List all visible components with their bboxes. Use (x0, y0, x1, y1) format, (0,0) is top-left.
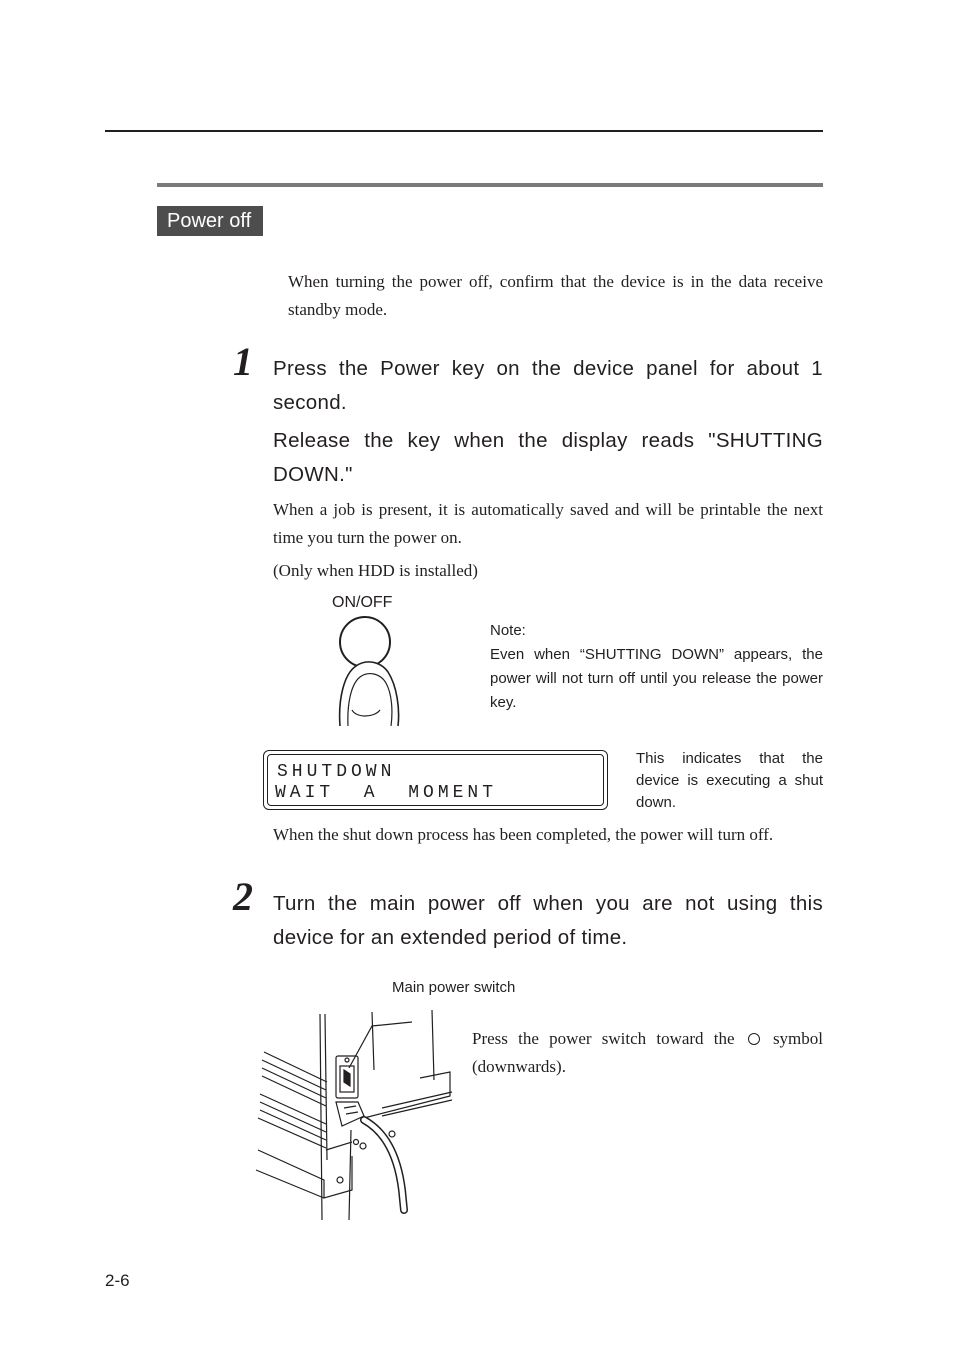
power-key-label: ON/OFF (332, 594, 393, 611)
power-key-press-icon (330, 614, 410, 734)
step-2-heading: Turn the main power off when you are not using this device for an extended period of time. (273, 892, 823, 949)
section-rule (157, 183, 823, 187)
note-text: Even when “SHUTTING DOWN” appears, the power will not turn off until you release the power key. (490, 646, 823, 711)
switch-instruction-post: symbol (downwards). (472, 1029, 823, 1076)
completion-text: When the shut down process has been completed, the power will turn off. (273, 825, 774, 844)
intro-paragraph: When turning the power off, confirm that the device is in the data receive standby mode. (288, 272, 823, 319)
step-1-heading-a: Press the Power key on the device panel for about 1 second. (273, 357, 823, 414)
hdd-note: (Only when HDD is installed) (273, 561, 478, 580)
lcd-line-2: WAIT A MOMENT (275, 783, 498, 803)
step-2-number: 2 (233, 874, 253, 919)
step-1-number: 1 (233, 339, 253, 384)
section-title: Power off (157, 206, 263, 236)
lcd-display (263, 750, 608, 810)
page-number: 2-6 (105, 1271, 130, 1290)
lcd-line-1: SHUTDOWN (277, 762, 396, 782)
note-title: Note: (490, 622, 526, 639)
header-rule (105, 130, 823, 132)
main-power-switch-label: Main power switch (392, 979, 516, 996)
switch-instruction (472, 1025, 823, 1081)
off-symbol-icon (748, 1033, 760, 1045)
lcd-caption: This indicates that the device is executing a shut down. (636, 750, 823, 811)
switch-instruction-pre: Press the power switch toward the (472, 1029, 735, 1048)
main-power-switch-illustration (252, 1000, 457, 1225)
step-1-body: When a job is present, it is automatically saved and will be printable the next time you turn the power on. (273, 500, 823, 547)
step-1-heading-b: Release the key when the display reads "SHUTTING DOWN." (273, 429, 823, 486)
